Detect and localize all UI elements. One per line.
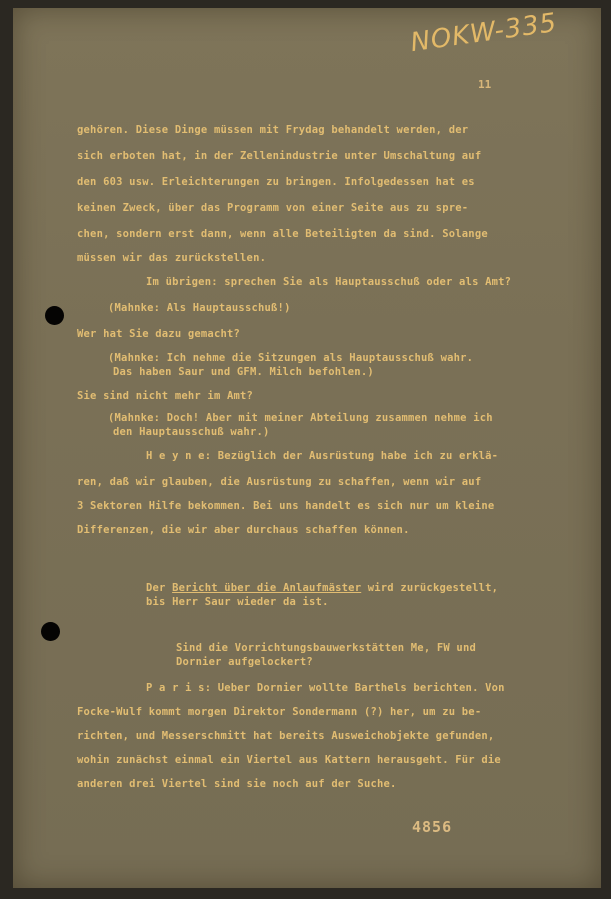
text-line: chen, sondern erst dann, wenn alle Beteiligten da sind. Solange	[77, 228, 488, 240]
text-line: richten, und Messerschmitt hat bereits Ausweichobjekte gefunden,	[77, 730, 495, 742]
punch-hole	[41, 622, 60, 641]
text-segment: Der	[146, 582, 173, 594]
text-line: den 603 usw. Erleichterungen zu bringen. Infolgedessen hat es	[77, 176, 475, 188]
text-line: Sie sind nicht mehr im Amt?	[77, 390, 254, 402]
handwritten-document-id: NOKW-335	[408, 7, 560, 59]
text-line: (Mahnke: Ich nehme die Sitzungen als Hauptausschuß wahr.	[108, 352, 474, 364]
underlined-text: Bericht über die Anlaufmäster	[172, 582, 362, 594]
text-line: P a r i s: Ueber Dornier wollte Barthels berichten. Von	[146, 682, 505, 694]
text-line: keinen Zweck, über das Programm von einer Seite aus zu spre-	[77, 202, 469, 214]
page-number: 11	[478, 78, 492, 91]
text-line: den Hauptausschuß wahr.)	[113, 426, 270, 438]
text-line: müssen wir das zurückstellen.	[77, 252, 267, 264]
text-line: Dornier aufgelockert?	[176, 656, 313, 668]
punch-hole	[45, 306, 64, 325]
text-line: H e y n e: Bezüglich der Ausrüstung habe ich zu erklä-	[146, 450, 499, 462]
text-line: (Mahnke: Als Hauptausschuß!)	[108, 302, 291, 314]
text-line: wohin zunächst einmal ein Viertel aus Kattern herausgeht. Für die	[77, 754, 501, 766]
text-segment: wird zurückgestellt,	[361, 582, 499, 594]
text-line: Das haben Saur und GFM. Milch befohlen.)	[113, 366, 374, 378]
text-line: bis Herr Saur wieder da ist.	[146, 596, 329, 608]
text-line: Wer hat Sie dazu gemacht?	[77, 328, 241, 340]
text-line: ren, daß wir glauben, die Ausrüstung zu schaffen, wenn wir auf	[77, 476, 482, 488]
text-line: 3 Sektoren Hilfe bekommen. Bei uns handelt es sich nur um kleine	[77, 500, 495, 512]
text-line: gehören. Diese Dinge müssen mit Frydag behandelt werden, der	[77, 124, 469, 136]
text-line: Focke-Wulf kommt morgen Direktor Sondermann (?) her, um zu be-	[77, 706, 482, 718]
text-line: (Mahnke: Doch! Aber mit meiner Abteilung zusammen nehme ich	[108, 412, 493, 424]
text-line: sich erboten hat, in der Zellenindustrie unter Umschaltung auf	[77, 150, 482, 162]
text-line: Sind die Vorrichtungsbauwerkstätten Me, FW und	[176, 642, 476, 654]
text-line: anderen drei Viertel sind sie noch auf der Suche.	[77, 778, 397, 790]
text-line	[146, 582, 498, 594]
footer-number: 4856	[412, 818, 453, 836]
text-line: Differenzen, die wir aber durchaus schaffen können.	[77, 524, 410, 536]
text-line: Im übrigen: sprechen Sie als Hauptausschuß oder als Amt?	[146, 276, 512, 288]
